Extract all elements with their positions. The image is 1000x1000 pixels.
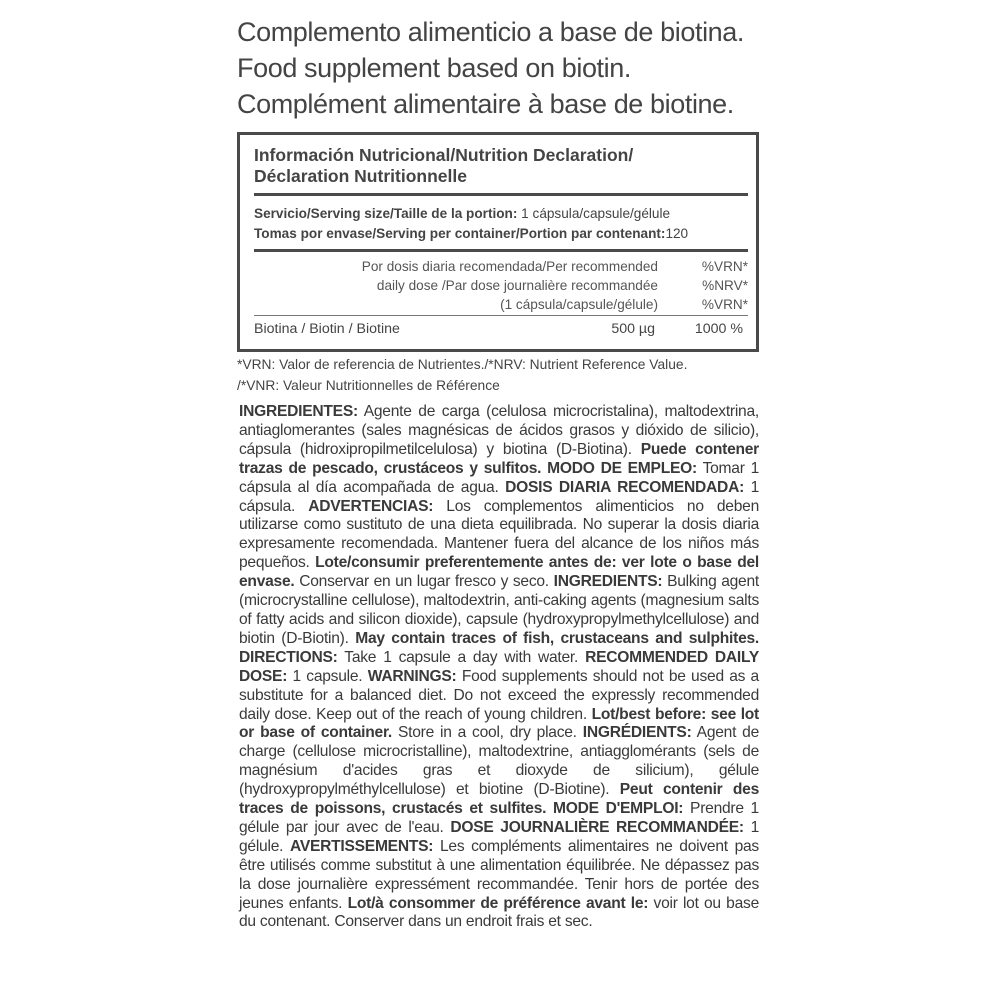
body-text-segment: Agent de charge (cellulose microcristalline), maltodextrine, antiagglomérants (sels de magnésium d'acides gras et dioxyde de silicium), gélule (hydroxypropylméthylcellulose) et biotine (D-Biotine).	[239, 724, 760, 799]
nutrient-amount: 500 µg	[611, 321, 655, 337]
column-header-divider	[254, 315, 748, 316]
body-heading-text: May contain traces of fish, crustaceans and sulphites. DIRECTIONS:	[239, 629, 760, 666]
body-text-segment: 1 capsule.	[287, 667, 368, 685]
heading-line-2: Déclaration Nutritionnelle	[254, 166, 467, 186]
body-heading-text: INGRÉDIENTS:	[582, 724, 692, 742]
body-text-segment: voir lot ou base du contenant. Conserver dans un endroit frais et sec.	[239, 894, 759, 931]
column-header-line: (1 cápsula/capsule/gélule)	[500, 297, 658, 312]
body-text-segment: Les compléments alimentaires ne doivent pas être utilisés comme substitut à une alimentation équilibrée. Ne dépassez pas la dose journalière expressément recommandée. Tenir hors de portée des jeunes enfants.	[239, 837, 759, 912]
body-text-segment: Store in a cool, dry place.	[392, 724, 583, 742]
product-titles	[237, 14, 797, 122]
servings-per-container-value: 120	[665, 226, 689, 241]
per-dose-column-header	[362, 257, 658, 314]
body-text-segment: Los complementos alimenticios no deben utilizarse como sustituto de una dieta equilibrada. No superar la dosis diaria expresamente recomendada. Mantener fuera del alcance de los niños más pequeños.	[239, 497, 759, 572]
body-heading-text: Lote/consumir preferentemente antes de: ver lote o base del envase.	[239, 554, 759, 591]
body-heading-text: RECOMMENDED DAILY DOSE:	[239, 648, 759, 685]
body-text-segment: Tomar 1 cápsula al día acompañada de agua.	[239, 459, 759, 496]
body-text-segment: Agente de carga (celulosa microcristalina), maltodextrina, antiaglomerantes (sales magnésicas de ácidos grasos y dióxido de silicio), cápsula (hidroxipropilmetilcelulosa) y biotina (D-Biotina).	[239, 403, 759, 458]
body-heading-text: DOSE JOURNALIÈRE RECOMMANDÉE:	[450, 818, 744, 836]
body-heading-text: Puede contener trazas de pescado, crustáceos y sulfitos. MODO DE EMPLEO:	[239, 440, 760, 477]
title-french: Complément alimentaire à base de biotine.	[237, 89, 734, 119]
footnote-line: /*VNR: Valeur Nutritionnelles de Référence	[237, 378, 500, 393]
body-heading-text: Peut contenir des traces de poissons, crustacés et sulfites. MODE D'EMPLOI:	[239, 781, 760, 818]
body-text-segment: 1 cápsula.	[239, 478, 759, 515]
reference-value-label: %VRN*	[701, 297, 748, 312]
reference-value-label: %VRN*	[701, 259, 748, 274]
body-text-segment: Take 1 capsule a day with water.	[337, 648, 586, 666]
nutrient-name: Biotina / Biotin / Biotine	[254, 321, 400, 337]
reference-value-label: %NRV*	[702, 278, 748, 293]
nutrition-table	[237, 132, 759, 352]
body-heading-text: INGREDIENTES:	[239, 403, 358, 420]
nutrient-percent: 1000 %	[694, 321, 743, 337]
body-heading-text: INGREDIENTS:	[553, 573, 663, 591]
body-heading-text: ADVERTENCIAS:	[308, 497, 434, 515]
reference-value-footnote	[237, 354, 797, 396]
serving-size-value: 1 cápsula/capsule/gélule	[517, 206, 671, 221]
body-text-segment: Bulking agent (microcrystalline cellulose), maltodextrin, anti-caking agents (magnesium salts of fatty acids and silicon dioxide), capsule (hydroxypropylmethylcellulose) and biotin (D-Biotin).	[239, 573, 759, 647]
column-header-line: Por dosis diaria recomendada/Per recommended	[361, 259, 658, 274]
body-heading-text: WARNINGS:	[367, 667, 457, 685]
body-text-segment: Conservar en un lugar fresco y seco.	[294, 573, 554, 591]
body-heading-text: Lot/best before: see lot or base of container.	[239, 705, 759, 742]
title-english: Food supplement based on biotin.	[237, 53, 631, 83]
body-text-segment: 1 gélule.	[239, 818, 759, 855]
serving-divider	[254, 249, 748, 252]
servings-per-container-label: Tomas por envase/Serving per container/Portion par contenant:	[254, 226, 666, 241]
heading-line-1: Información Nutricional/Nutrition Declaration/	[254, 145, 634, 165]
ingredients-and-directions-text	[239, 403, 759, 932]
servings-per-container-row	[254, 224, 754, 244]
body-heading-text: AVERTISSEMENTS:	[289, 837, 434, 855]
serving-size-label: Servicio/Serving size/Taille de la portion:	[254, 206, 518, 221]
title-spanish: Complemento alimenticio a base de biotina.	[237, 17, 744, 47]
footnote-line: *VRN: Valor de referencia de Nutrientes./*NRV: Nutrient Reference Value.	[237, 357, 688, 372]
body-heading-text: DOSIS DIARIA RECOMENDADA:	[505, 478, 745, 496]
heading-divider	[254, 193, 748, 196]
reference-value-column-header	[702, 257, 748, 314]
serving-size-row	[254, 204, 754, 224]
column-header-line: daily dose /Par dose journalière recommandée	[376, 278, 658, 293]
body-heading-text: Lot/à consommer de préférence avant le:	[347, 894, 649, 912]
nutrition-table-heading	[254, 145, 754, 187]
serving-info	[254, 204, 754, 244]
body-text-segment: Food supplements should not be used as a substitute for a balanced diet. Do not exceed the expressly recommended daily dose. Keep out of the reach of young children.	[239, 667, 759, 723]
body-text-segment: Prendre 1 gélule par jour avec de l'eau.	[239, 800, 759, 836]
